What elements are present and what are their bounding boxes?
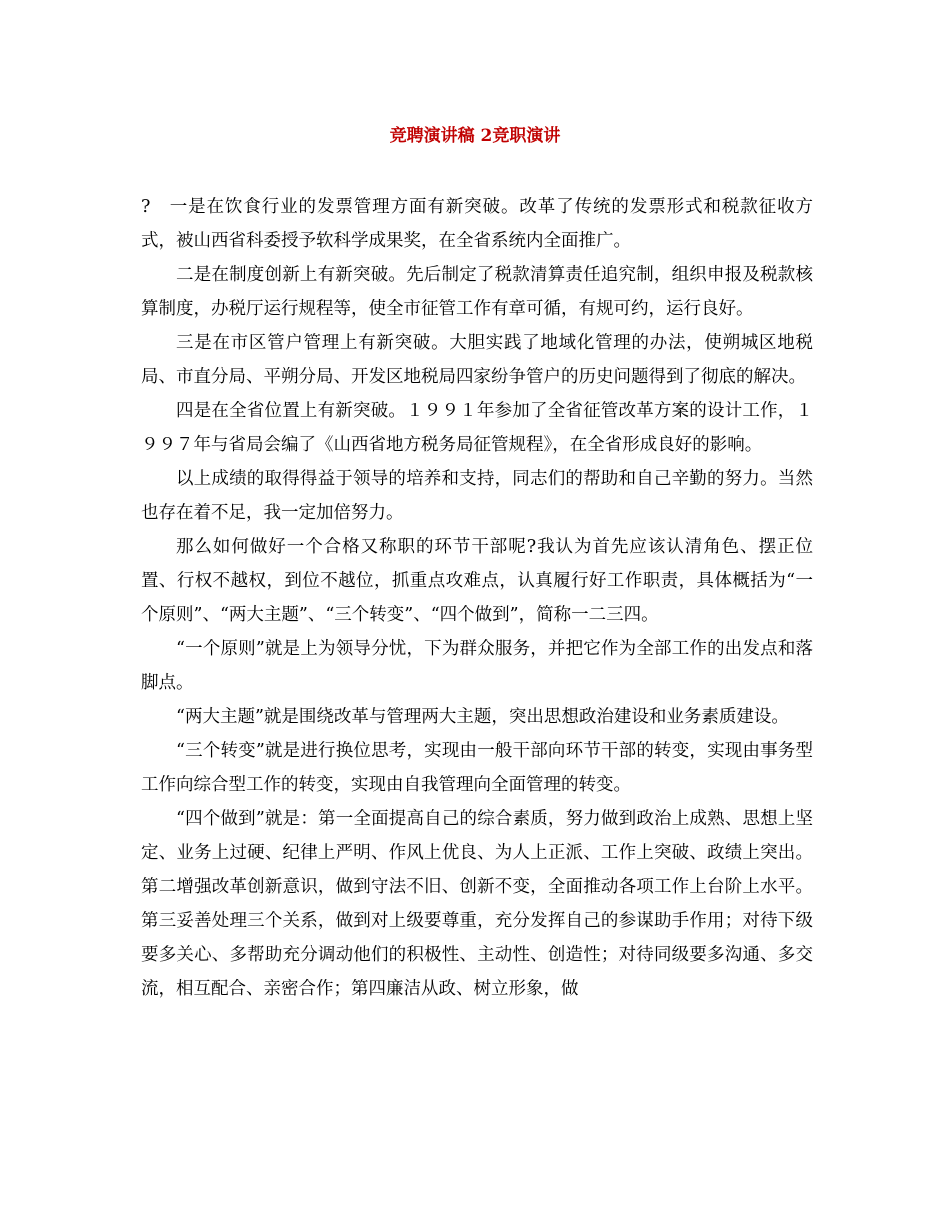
paragraph-2: 二是在制度创新上有新突破。先后制定了税款清算责任追究制，组织申报及税款核算制度，办税厅运行规程等，使全市征管工作有章可循，有规可约，运行良好。	[141, 265, 813, 319]
paragraph-4: 四是在全省位置上有新突破。１９９１年参加了全省征管改革方案的设计工作，１９９７年与省局会编了《山西省地方税务局征管规程》，在全省形成良好的影响。	[141, 401, 813, 455]
paragraph-9: “三个转变”就是进行换位思考，实现由一般干部向环节干部的转变，实现由事务型工作向综合型工作的转变，实现由自我管理向全面管理的转变。	[141, 741, 813, 795]
paragraph-3: 三是在市区管户管理上有新突破。大胆实践了地域化管理的办法，使朔城区地税局、市直分局、平朔分局、开发区地税局四家纷争管户的历史问题得到了彻底的解决。	[141, 333, 813, 387]
paragraph-10: “四个做到”就是：第一全面提高自己的综合素质，努力做到政治上成熟、思想上坚定、业务上过硬、纪律上严明、作风上优良、为人上正派、工作上突破、政绩上突出。第二增强改革创新意识，做到守法不旧、创新不变，全面推动各项工作上台阶上水平。第三妥善处理三个关系，做到对上级要尊重，充分发挥自己的参谋助手作用；对待下级要多关心、多帮助充分调动他们的积极性、主动性、创造性；对待同级要多沟通、多交流，相互配合、亲密合作；第四廉洁从政、树立形象，做	[141, 809, 813, 999]
page-title: 竞聘演讲稿 2竞职演讲	[389, 126, 561, 146]
document-body	[141, 190, 813, 1006]
paragraph-7: “一个原则”就是上为领导分忧，下为群众服务，并把它作为全部工作的出发点和落脚点。	[141, 639, 813, 693]
paragraph-6: 那么如何做好一个合格又称职的环节干部呢?我认为首先应该认清角色、摆正位置、行权不越权，到位不越位，抓重点攻难点，认真履行好工作职责，具体概括为“一个原则”、“两大主题”、“三个转变”、“四个做到”，简称一二三四。	[141, 537, 813, 625]
paragraph-8: “两大主题”就是围绕改革与管理两大主题，突出思想政治建设和业务素质建设。	[176, 707, 789, 727]
paragraph-1: ? 一是在饮食行业的发票管理方面有新突破。改革了传统的发票形式和税款征收方式，被山西省科委授予软科学成果奖，在全省系统内全面推广。	[141, 197, 813, 251]
paragraph-5: 以上成绩的取得得益于领导的培养和支持，同志们的帮助和自己辛勤的努力。当然也存在着不足，我一定加倍努力。	[141, 469, 813, 523]
